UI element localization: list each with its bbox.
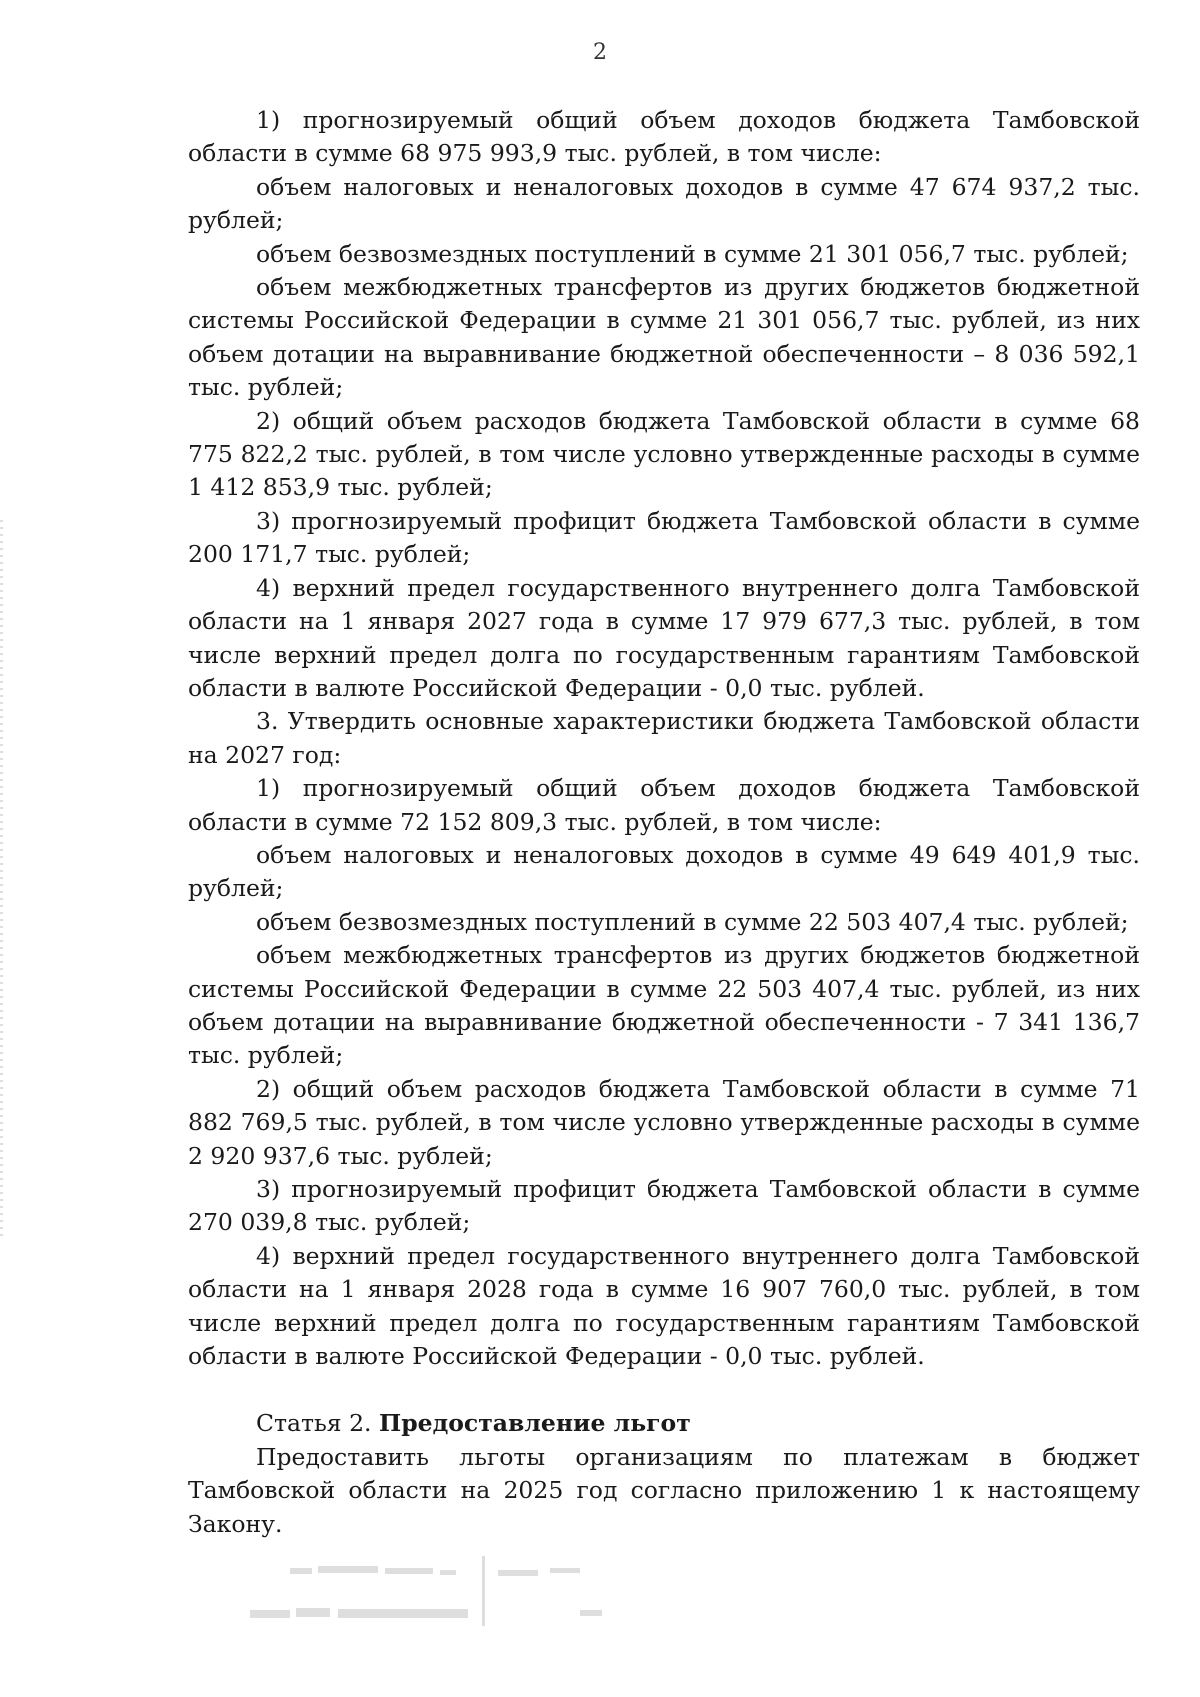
faded-stamp-mark — [250, 1548, 730, 1638]
paragraph: 3) прогнозируемый профицит бюджета Тамбовской области в сумме 200 171,7 тыс. рублей; — [188, 506, 1140, 569]
article-text: Предоставить льготы организациям по платежам в бюджет Тамбовской области на 2025 год согласно приложению 1 к настоящему Закону. — [188, 1442, 1140, 1538]
paragraph: 4) верхний предел государственного внутреннего долга Тамбовской области на 1 января 2027 года в сумме 17 979 677,3 тыс. рублей, в том числе верхний предел долга по государственным гарантиям Тамбовской области в валюте Российской Федерации - 0,0 тыс. рублей. — [188, 573, 1140, 702]
paragraph: объем налоговых и неналоговых доходов в сумме 47 674 937,2 тыс. рублей; — [188, 172, 1140, 235]
paragraph: 2) общий объем расходов бюджета Тамбовской области в сумме 71 882 769,5 тыс. рублей, в том числе условно утвержденные расходы в сумме 2 920 937,6 тыс. рублей; — [188, 1074, 1140, 1170]
article-heading — [188, 1407, 1140, 1440]
paragraph: 2) общий объем расходов бюджета Тамбовской области в сумме 68 775 822,2 тыс. рублей, в том числе условно утвержденные расходы в сумме 1 412 853,9 тыс. рублей; — [188, 406, 1140, 502]
paragraph: 1) прогнозируемый общий объем доходов бюджета Тамбовской области в сумме 68 975 993,9 тыс. рублей, в том числе: — [188, 106, 1140, 168]
paragraph: объем безвозмездных поступлений в сумме 21 301 056,7 тыс. рублей; — [256, 239, 1129, 268]
paragraph: объем безвозмездных поступлений в сумме 22 503 407,4 тыс. рублей; — [256, 907, 1129, 936]
paragraph: 3) прогнозируемый профицит бюджета Тамбовской области в сумме 270 039,8 тыс. рублей; — [188, 1175, 1140, 1237]
paragraph: 3. Утвердить основные характеристики бюджета Тамбовской области на 2027 год: — [188, 707, 1140, 769]
paragraph: объем налоговых и неналоговых доходов в сумме 49 649 401,9 тыс. рублей; — [188, 840, 1140, 903]
article-number: Статья 2. — [256, 1409, 372, 1438]
document-body — [188, 104, 1140, 1541]
scan-edge-artifact — [0, 520, 3, 1240]
paragraph: 1) прогнозируемый общий объем доходов бюджета Тамбовской области в сумме 72 152 809,3 тыс. рублей, в том числе: — [188, 774, 1140, 836]
article-title: Предоставление льгот — [379, 1409, 691, 1438]
paragraph: объем межбюджетных трансфертов из других бюджетов бюджетной системы Российской Федерации в сумме 21 301 056,7 тыс. рублей, из них объем дотации на выравнивание бюджетной обеспеченности – 8 036 592,1 тыс. рублей; — [188, 273, 1140, 402]
paragraph: 4) верхний предел государственного внутреннего долга Тамбовской области на 1 января 2028 года в сумме 16 907 760,0 тыс. рублей, в том числе верхний предел долга по государственным гарантиям Тамбовской области в валюте Российской Федерации - 0,0 тыс. рублей. — [188, 1241, 1140, 1371]
page-number: 2 — [593, 40, 607, 65]
paragraph: объем межбюджетных трансфертов из других бюджетов бюджетной системы Российской Федерации в сумме 22 503 407,4 тыс. рублей, из них объем дотации на выравнивание бюджетной обеспеченности - 7 341 136,7 тыс. рублей; — [188, 941, 1140, 1070]
